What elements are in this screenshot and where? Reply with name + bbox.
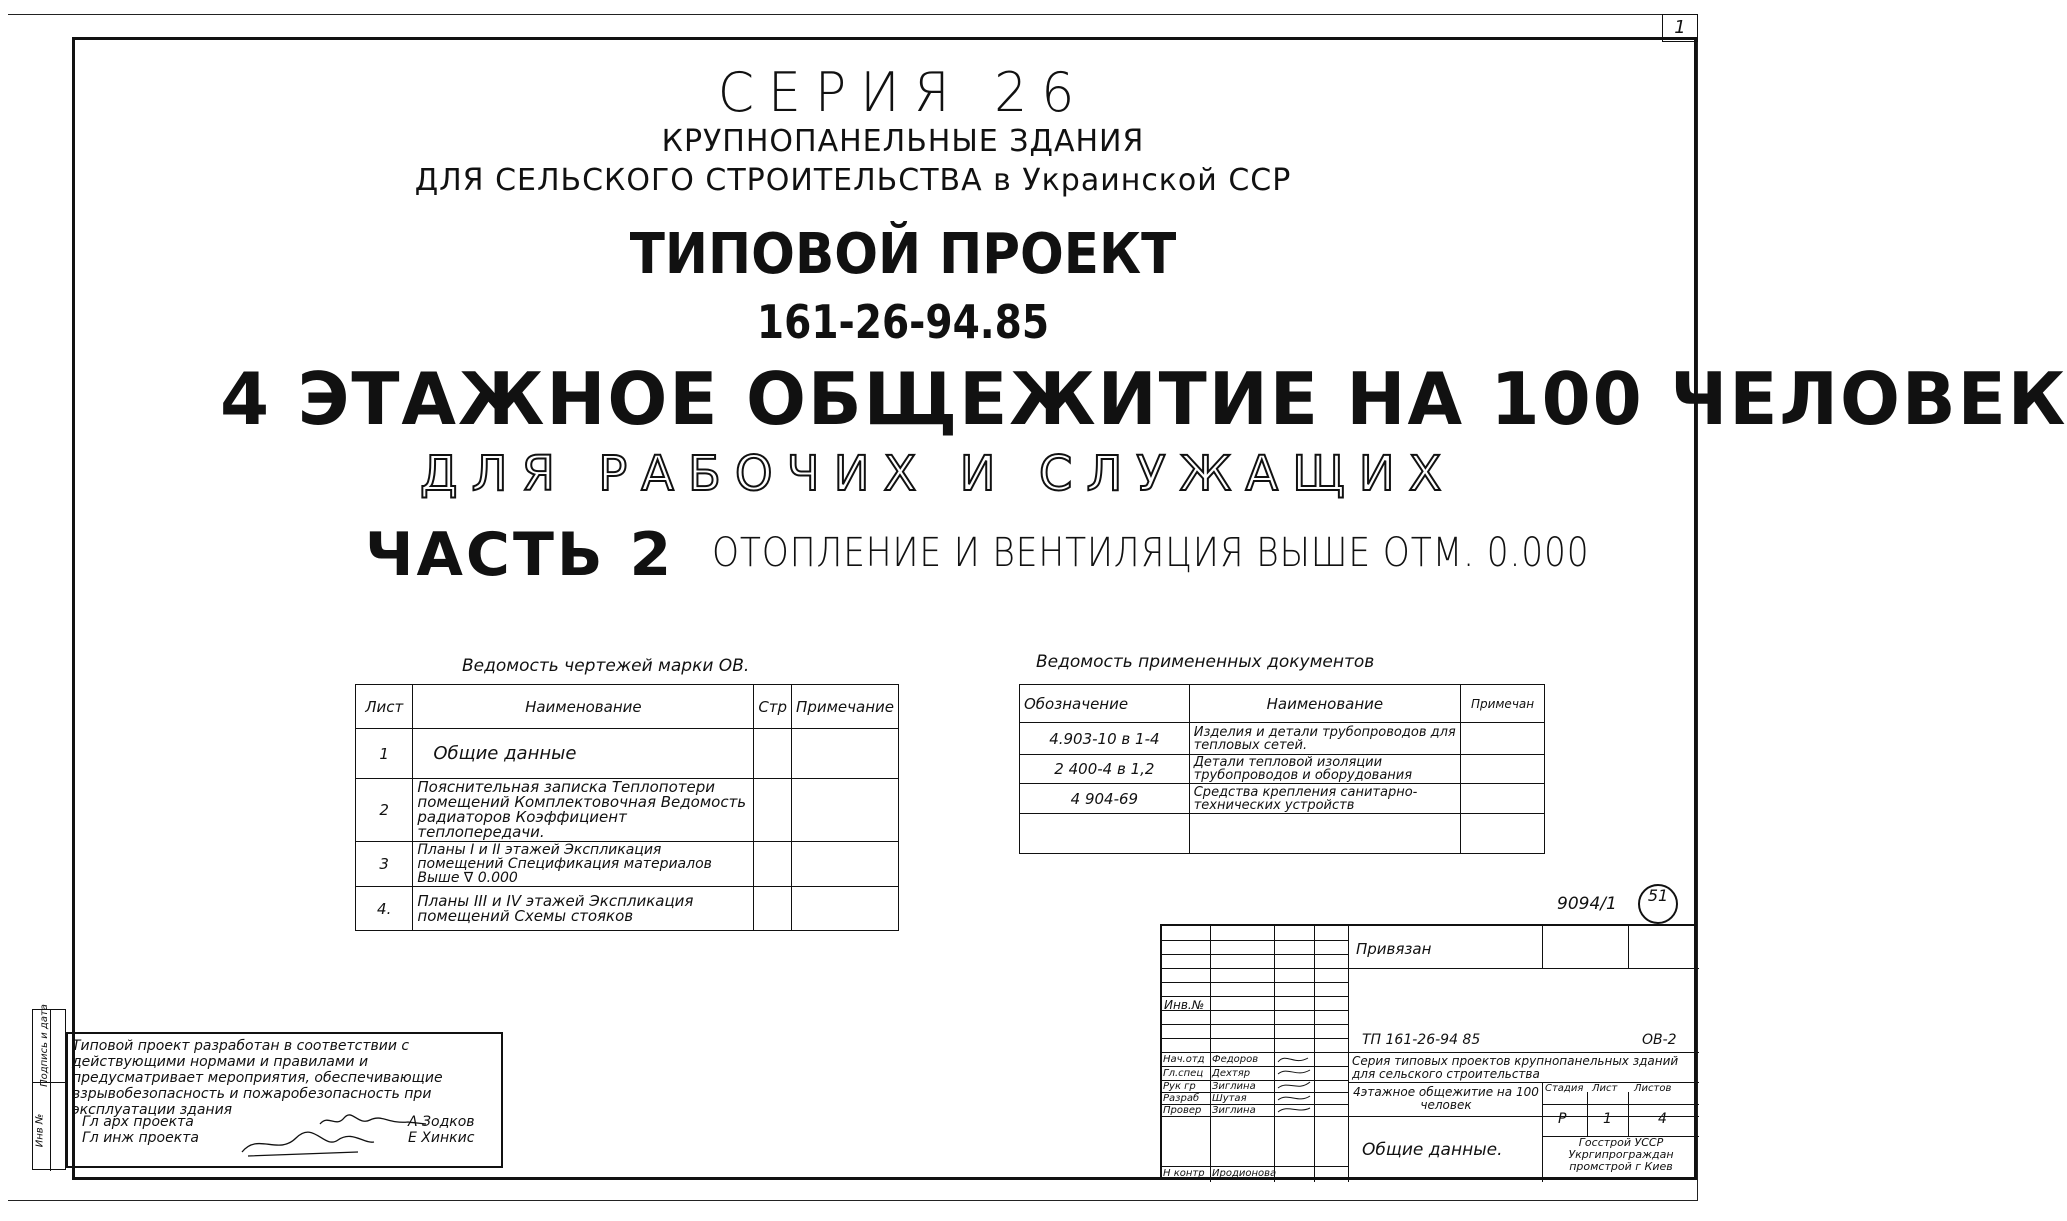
sig-name: Зиглина bbox=[1212, 1081, 1256, 1092]
table-row: 1 Общие данные bbox=[356, 729, 899, 779]
series-title: СЕРИЯ 26 bbox=[717, 61, 1089, 125]
inventory-stamp: 9094/1 bbox=[1557, 894, 1617, 914]
series-subtitle-1: КРУПНОПАНЕЛЬНЫЕ ЗДАНИЯ bbox=[661, 124, 1145, 159]
table-row: 2 400-4 в 1,2 Детали тепловой изоляции трубопроводов и оборудования bbox=[1020, 755, 1545, 784]
part-description: ОТОПЛЕНИЕ И ВЕНТИЛЯЦИЯ ВЫШЕ ОТМ. 0.000 bbox=[712, 530, 1590, 576]
stage-label: Стадия bbox=[1545, 1083, 1584, 1094]
col-header-name: Наименование bbox=[413, 685, 754, 729]
series-subtitle-2: ДЛЯ СЕЛЬСКОГО СТРОИТЕЛЬСТВА в Украинской ССР bbox=[414, 163, 1292, 198]
table-row: 4 904-69 Средства крепления санитарно-технических устройств bbox=[1020, 784, 1545, 814]
chief-engineer-name: Е Хинкис bbox=[408, 1130, 475, 1146]
chief-engineer-signature bbox=[238, 1128, 378, 1158]
building-subtitle: ДЛЯ РАБОЧИХ И СЛУЖАЩИХ bbox=[420, 446, 1456, 502]
sheet-value: 1 bbox=[1603, 1111, 1612, 1127]
sig-name: Зиглина bbox=[1212, 1105, 1256, 1116]
part-label: ЧАСТЬ 2 bbox=[365, 520, 675, 590]
col-header-code: Обозначение bbox=[1020, 685, 1190, 723]
side-inv-label: Инв № bbox=[34, 1113, 46, 1148]
project-number: 161-26-94.85 bbox=[756, 295, 1050, 349]
table-row: 3 Планы I и II этажей Экспликация помещений Спецификация материалов Выше ∇ 0.000 bbox=[356, 842, 899, 887]
col-header-doc-name: Наименование bbox=[1189, 685, 1460, 723]
title-block bbox=[1160, 924, 1697, 1180]
col-header-page: Стр bbox=[754, 685, 792, 729]
signature-scribbles bbox=[1276, 1052, 1312, 1116]
stamp-circle: 51 bbox=[1638, 884, 1678, 924]
col-header-note: Примечание bbox=[792, 685, 899, 729]
attached-label: Привязан bbox=[1356, 940, 1432, 958]
building-title: 4 ЭТАЖНОЕ ОБЩЕЖИТИЕ НА 100 ЧЕЛОВЕК bbox=[220, 357, 2067, 441]
sig-role: Гл.спец bbox=[1163, 1068, 1204, 1079]
sheet-corner-number: 1 bbox=[1662, 14, 1698, 42]
side-sign-label: Подпись и дата bbox=[38, 1004, 50, 1087]
col-header-sheet: Лист bbox=[356, 685, 413, 729]
chief-architect-name: А Зодков bbox=[408, 1114, 475, 1130]
sig-role: Н контр bbox=[1163, 1168, 1205, 1179]
table-row: 4.903-10 в 1-4 Изделия и детали трубопроводов для тепловых сетей. bbox=[1020, 723, 1545, 755]
sheet-title: Общие данные. bbox=[1362, 1140, 1503, 1160]
table-row: 4. Планы III и IV этажей Экспликация помещений Схемы стояков bbox=[356, 887, 899, 931]
col-header-doc-note: Примечан bbox=[1461, 685, 1545, 723]
sheet-label: Лист bbox=[1592, 1083, 1618, 1094]
project-label: ТИПОВОЙ ПРОЕКТ bbox=[629, 222, 1177, 287]
chief-engineer-role: Гл инж проекта bbox=[82, 1130, 199, 1146]
organization: Госстрой УССР Укргипрограждан промстрой г Киев bbox=[1568, 1136, 1674, 1173]
sig-role: Рук гр bbox=[1163, 1081, 1196, 1092]
stage-value: Р bbox=[1558, 1111, 1567, 1127]
doc-code: ТП 161-26-94 85 bbox=[1362, 1032, 1481, 1048]
table-row: 2 Пояснительная записка Теплопотери помещений Комплектовочная Ведомость радиаторов Коэффициент теплопередачи. bbox=[356, 779, 899, 842]
chief-architect-role: Гл арх проекта bbox=[82, 1114, 194, 1130]
side-strip bbox=[32, 1004, 66, 1170]
sig-name: Федоров bbox=[1212, 1054, 1259, 1065]
sheet-top-border bbox=[8, 14, 1698, 15]
sheets-label: Листов bbox=[1634, 1083, 1672, 1094]
documents-table bbox=[1019, 684, 1545, 854]
documents-table-caption: Ведомость примененных документов bbox=[1036, 652, 1375, 672]
inv-no-label: Инв.№ bbox=[1164, 998, 1205, 1012]
sig-role: Провер bbox=[1163, 1105, 1202, 1116]
sheets-value: 4 bbox=[1658, 1111, 1667, 1127]
project-note bbox=[66, 1032, 503, 1168]
sig-name: Дехтяр bbox=[1212, 1068, 1251, 1079]
table-row bbox=[1020, 814, 1545, 854]
sig-role: Нач.отд bbox=[1163, 1054, 1205, 1065]
sheet-bottom-border bbox=[8, 1200, 1698, 1201]
series-description: Серия типовых проектов крупнопанельных зданий для сельского строительства bbox=[1352, 1054, 1679, 1081]
drawings-table bbox=[355, 684, 899, 931]
sig-name: Иродионова bbox=[1212, 1168, 1277, 1179]
note-text: Типовой проект разработан в соответствии с действующими нормами и правилами и предусматривает мероприятия, обеспечивающие взрывобезопасность и пожаробезопасность при эксплуатации здания bbox=[72, 1038, 443, 1118]
sig-name: Шутая bbox=[1212, 1093, 1247, 1104]
doc-mark: ОВ-2 bbox=[1642, 1032, 1677, 1048]
drawings-table-caption: Ведомость чертежей марки ОВ. bbox=[462, 656, 750, 676]
object-name: 4этажное общежитие на 100 человек bbox=[1353, 1085, 1539, 1112]
sig-role: Разраб bbox=[1163, 1093, 1200, 1104]
